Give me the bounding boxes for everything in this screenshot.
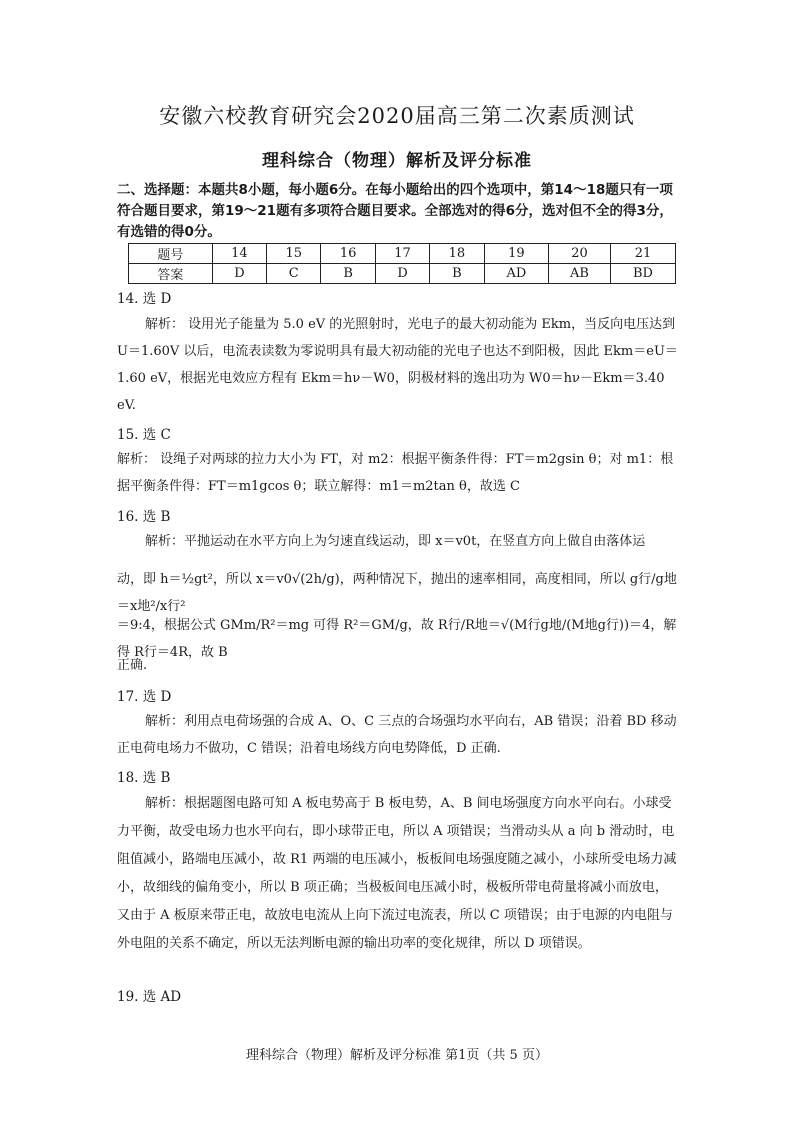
question-number: 18: [430, 244, 484, 264]
q18-heading: 18. 选 B: [117, 770, 171, 786]
q15-heading: 15. 选 C: [117, 427, 171, 443]
q19-heading: 19. 选 AD: [117, 989, 182, 1005]
answer-cell: BD: [610, 264, 675, 284]
answer-cell: B: [321, 264, 375, 284]
answer-cell: AD: [484, 264, 549, 284]
row-label: 答案: [129, 264, 213, 284]
answer-cell: D: [212, 264, 266, 284]
q16-line-2: 动，即 h＝½gt²，所以 x＝v0√(2h/g)，两种情况下，抛出的速率相同，高度相同，所以 g行/g地＝x地²/x行²: [117, 572, 677, 614]
question-number: 15: [267, 244, 321, 264]
question-number: 19: [484, 244, 549, 264]
page-title: 安徽六校教育研究会2020届高三第二次素质测试: [159, 104, 635, 128]
answer-table: [128, 243, 676, 284]
q15-explanation: 解析： 设绳子对两球的拉力大小为 FT，对 m2：根据平衡条件得：FT＝m2gsin θ；对 m1：根据平衡条件得：FT＝m1gcos θ；联立解得：m1＝m2tan θ，故选 C: [117, 452, 674, 494]
q14-explanation: 解析： 设用光子能量为 5.0 eV 的光照射时，光电子的最大初动能为 Ekm，当反向电压达到 U＝1.60V 以后，电流表读数为零说明具有最大初动能的光电子也达不到阳极，因此 Ekm＝eU＝1.60 eV，根据光电效应方程有 Ekm＝hν－W0，阴极材料的逸出功为 W0＝hν－Ekm＝3.40 eV.: [117, 317, 678, 413]
page-footer: 理科综合（物理）解析及评分标准 第1页（共 5 页）: [246, 1048, 548, 1063]
q17-explanation: 解析：利用点电荷场强的合成 A、O、C 三点的合场强均水平向右，AB 错误；沿着 BD 移动正电荷电场力不做功，C 错误；沿着电场线方向电势降低，D 正确.: [117, 714, 677, 756]
section-intro: 二、选择题：本题共8小题，每小题6分。在每小题给出的四个选项中，第14～18题只有一项符合题目要求，第19～21题有多项符合题目要求。全部选对的得6分，选对但不全的得3分，有选错的得0分。: [117, 182, 673, 240]
q17-heading: 17. 选 D: [117, 689, 172, 705]
question-number: 17: [375, 244, 429, 264]
question-number: 20: [549, 244, 611, 264]
q16-heading: 16. 选 B: [117, 509, 171, 525]
row-label: 题号: [129, 244, 213, 264]
question-number: 14: [212, 244, 266, 264]
q16-line-3: ＝9:4，根据公式 GMm/R²＝mg 可得 R²＝GM/g，故 R行/R地＝√(M行g地/(M地g行))＝4，解得 R行＝4R，故 B: [117, 618, 677, 660]
q16-line-1: 解析：平抛运动在水平方向上为匀速直线运动，即 x＝v0t，在竖直方向上做自由落体运: [145, 534, 646, 549]
question-number: 16: [321, 244, 375, 264]
answer-cell: B: [430, 264, 484, 284]
q16-line-4: 正确.: [117, 658, 148, 673]
answer-cell: C: [267, 264, 321, 284]
q18-explanation: 解析：根据题图电路可知 A 板电势高于 B 板电势，A、B 间电场强度方向水平向右。小球受力平衡，故受电场力也水平向右，即小球带正电，所以 A 项错误；当滑动头从 a 向 b 滑动时，电阻值减小，路端电压减小，故 R1 两端的电压减小，板板间电场强度随之减小，小球所受电场力减小，故细线的偏角变小，所以 B 项正确；当极板间电压减小时，极板所带电荷量将减小而放电，又由于 A 板原来带正电，故放电电流从上向下流过电流表，所以 C 项错误；由于电源的内电阻与外电阻的关系不确定，所以无法判断电源的输出功率的变化规律，所以 D 项错误。: [117, 796, 677, 951]
answer-cell: AB: [549, 264, 611, 284]
page-subtitle: 理科综合（物理）解析及评分标准: [262, 151, 532, 171]
table-row: [129, 264, 676, 284]
table-row: [129, 244, 676, 264]
question-number: 21: [610, 244, 675, 264]
q14-heading: 14. 选 D: [117, 291, 172, 307]
answer-cell: D: [375, 264, 429, 284]
